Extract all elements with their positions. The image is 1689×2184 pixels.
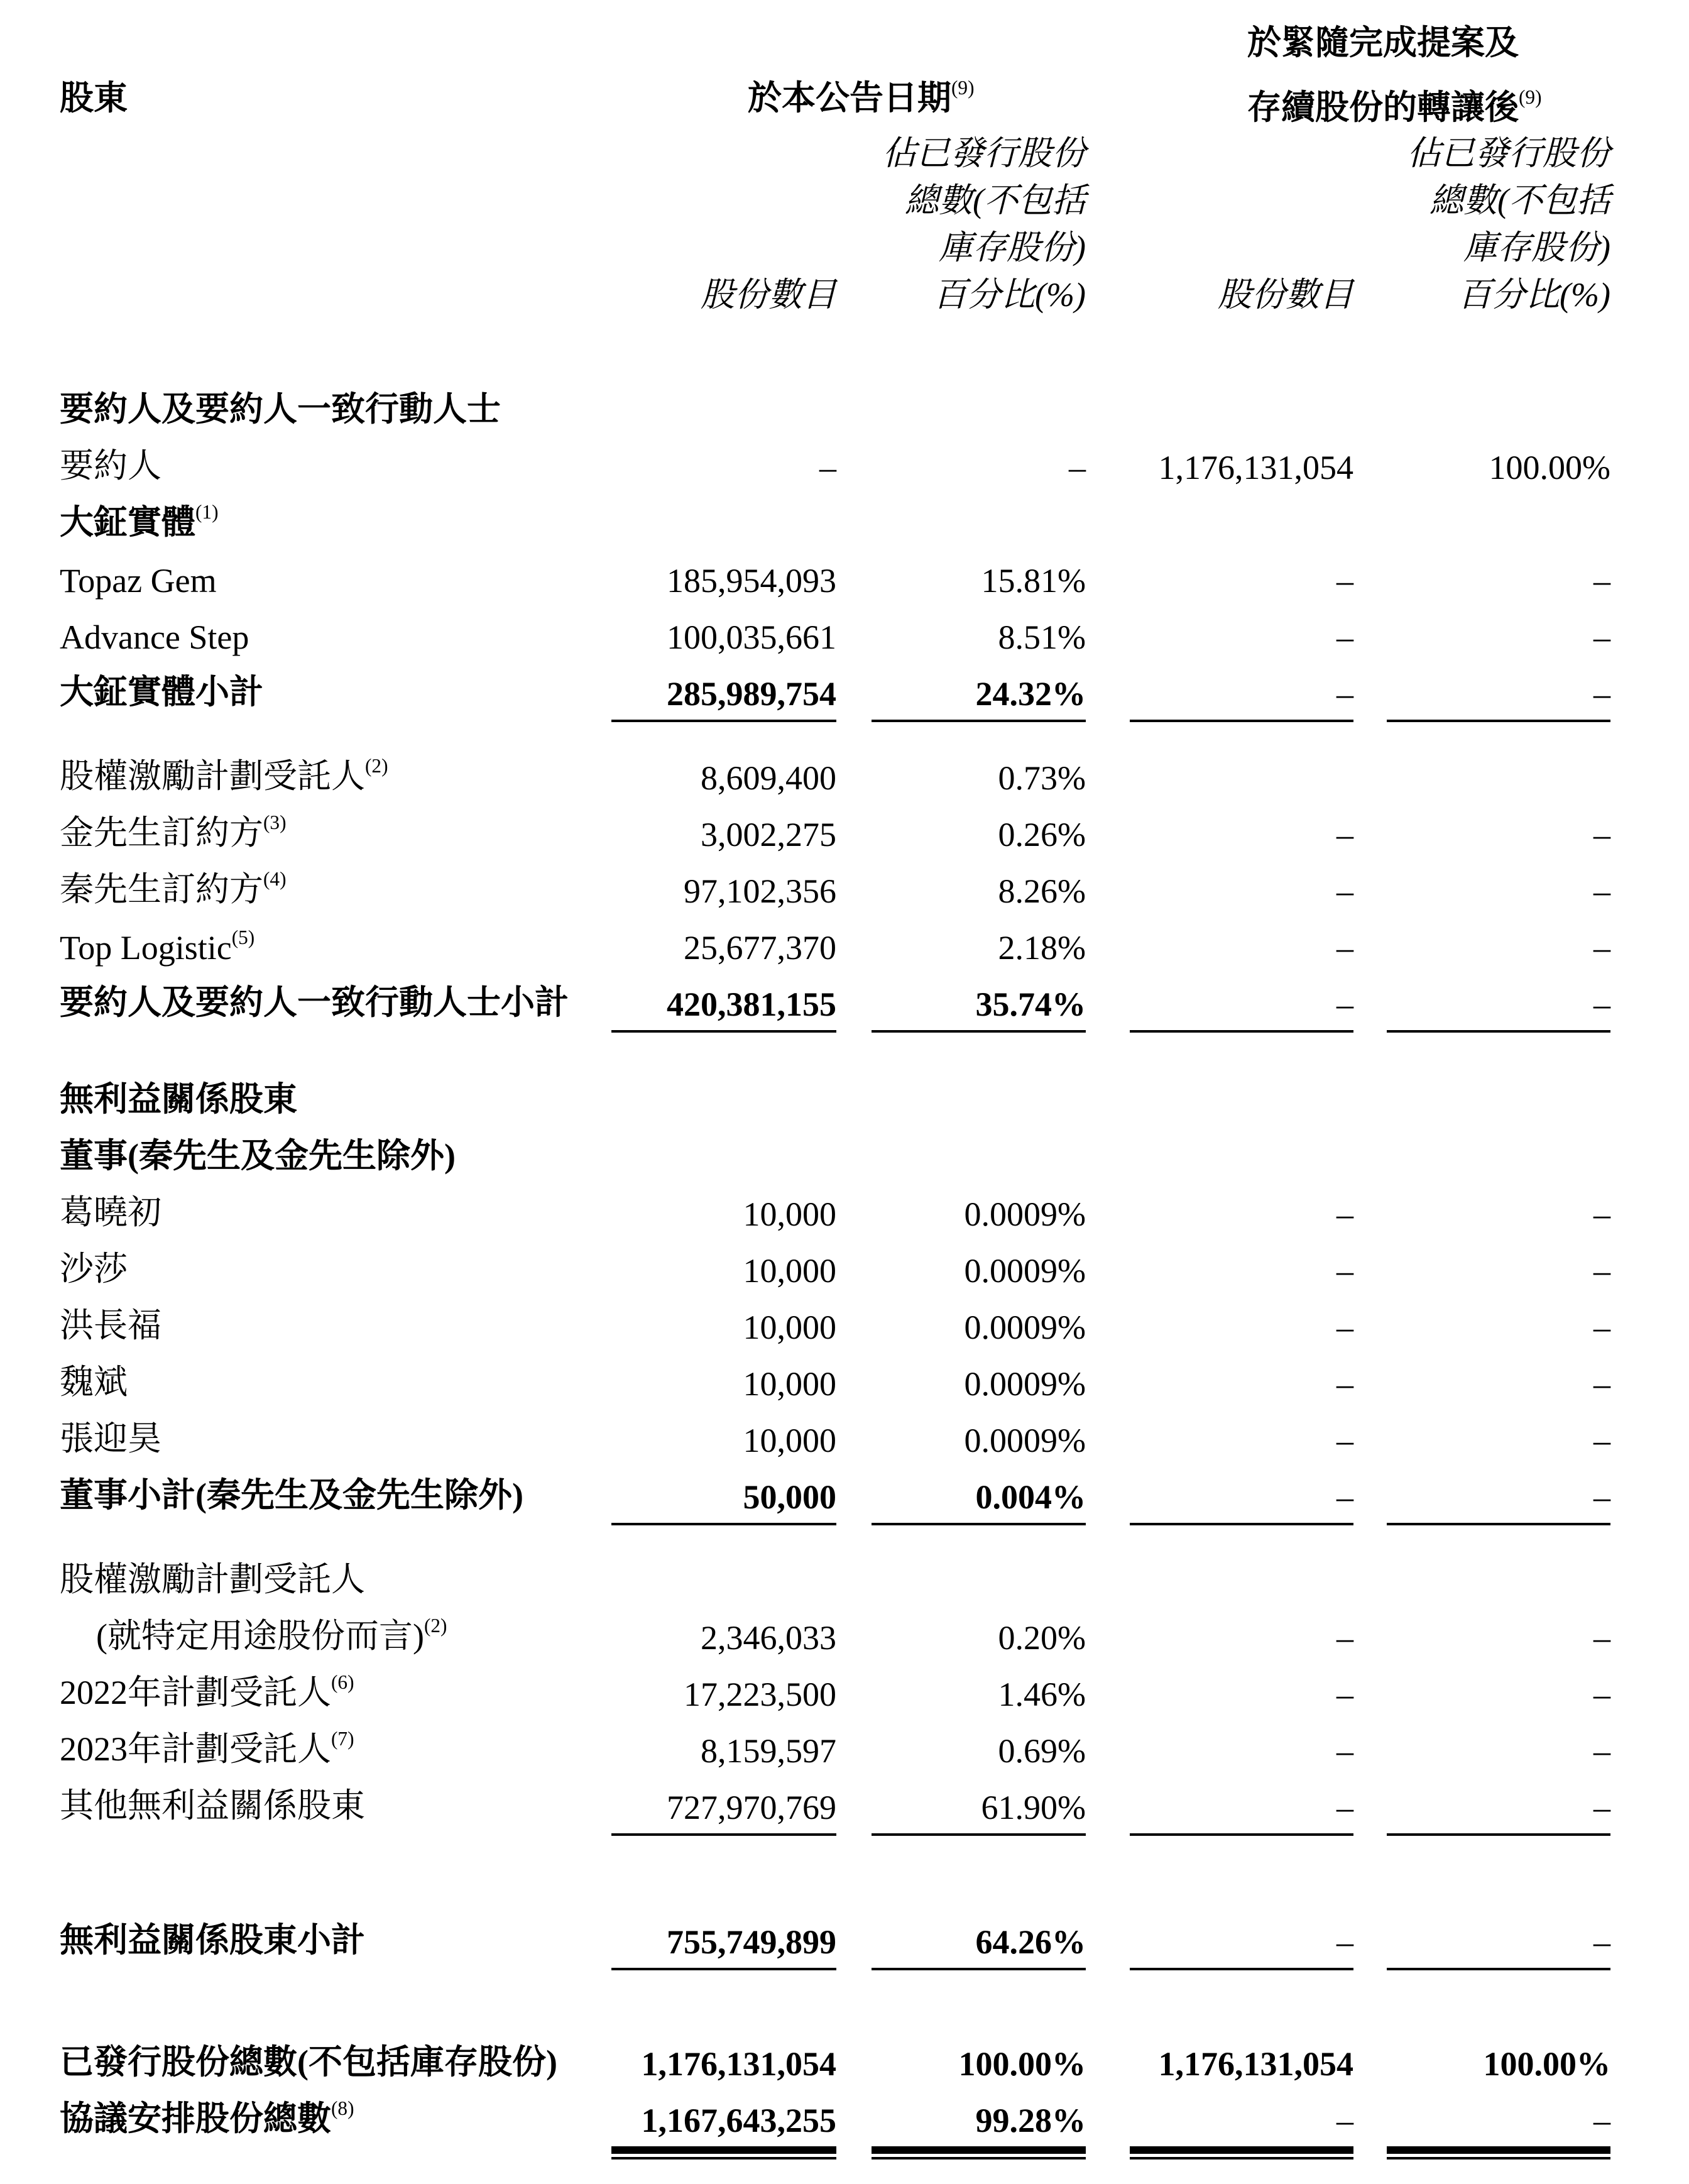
cell-c5: –: [1593, 618, 1610, 656]
cell-c2: [611, 1968, 836, 1970]
cell-c3: [872, 1523, 1086, 1525]
row-label: [60, 749, 611, 798]
row-label: [60, 1129, 611, 1177]
footnote-ref: (2): [365, 755, 388, 777]
cell-c5: –: [1593, 816, 1610, 853]
cell-c2: 727,970,769: [667, 1789, 836, 1826]
row-label-text: 要約人及要約人一致行動人士小計: [60, 984, 569, 1021]
table-row: [60, 663, 1610, 720]
footnote-ref: (5): [231, 926, 255, 949]
double-rule: [1130, 2146, 1353, 2159]
footnote-ref: (3): [263, 811, 287, 834]
cell-c4: 1,176,131,054: [1158, 2045, 1353, 2083]
subheader-row: [60, 128, 1610, 175]
cell-c5: 100.00%: [1489, 449, 1610, 486]
row-label-text: 協議安排股份總數: [60, 2100, 331, 2137]
cell-c2: 8,159,597: [701, 1732, 836, 1770]
row-label: [60, 618, 611, 657]
group2-title-line1: 於緊隨完成提案及: [1247, 24, 1519, 62]
single-rule-row: [60, 1968, 1610, 1995]
cell-c2: 97,102,356: [684, 872, 836, 910]
cell-c4: 1,176,131,054: [1158, 449, 1353, 486]
row-label-text: 大鉦實體: [60, 503, 195, 541]
cell-c5: [1387, 1523, 1610, 1525]
cell-c2: 285,989,754: [667, 675, 836, 713]
cell-c2: 25,677,370: [684, 929, 836, 967]
cell-c3: 0.0009%: [964, 1365, 1086, 1403]
row-label-text: 大鉦實體小計: [60, 673, 263, 711]
single-rule-row: [60, 1523, 1610, 1550]
section-row: [60, 380, 1610, 437]
cell-c5: [1387, 2146, 1610, 2159]
row-label-text: Top Logistic: [60, 929, 232, 967]
cell-c3: 24.32%: [975, 675, 1086, 713]
cell-c5: –: [1593, 1619, 1610, 1657]
group2-column-header: [1247, 16, 1542, 129]
subheader-cell-c3: 佔已發行股份: [882, 134, 1086, 172]
row-label-text: Advance Step: [60, 618, 249, 656]
cell-c3: [872, 2146, 1086, 2159]
row-label: [60, 1609, 611, 1657]
row-label: [60, 1412, 611, 1460]
row-label: [60, 1779, 611, 1827]
row-label: [60, 1913, 611, 1962]
cell-c4: –: [1336, 618, 1353, 656]
cell-c2: 1,167,643,255: [641, 2102, 836, 2139]
cell-c4: –: [1336, 1422, 1353, 1459]
cell-c4: –: [1336, 929, 1353, 967]
group1-column-header: [748, 71, 975, 119]
footnote-ref: (8): [331, 2097, 354, 2120]
subheader-row: [60, 269, 1610, 316]
row-label-text: 董事(秦先生及金先生除外): [60, 1137, 456, 1175]
footnote-ref: (4): [263, 868, 287, 891]
subheader-cell-c4: 股份數目: [1218, 276, 1353, 314]
subheader-cell-c5: 總數(不包括: [1429, 182, 1610, 219]
table-body: [60, 380, 1610, 2184]
table-row: [60, 437, 1610, 493]
table-row: [60, 1777, 1610, 1833]
row-label: [60, 2035, 611, 2083]
cell-c2: [611, 1833, 836, 1836]
subheader-cell-c5: 庫存股份): [1463, 229, 1610, 266]
table-row: [60, 1240, 1610, 1297]
cell-c5: –: [1593, 1789, 1610, 1826]
row-label: [60, 1072, 611, 1121]
row-label: [60, 806, 611, 854]
cell-c3: 99.28%: [975, 2102, 1086, 2139]
row-label: [60, 1242, 611, 1290]
table-row: [60, 1466, 1610, 1523]
cell-c3: 0.0009%: [964, 1195, 1086, 1233]
group2-title-line2-text: 存續股份的轉讓後: [1247, 89, 1519, 126]
cell-c4: –: [1336, 1252, 1353, 1290]
row-label-text: 金先生訂約方: [60, 814, 263, 852]
cell-c4: –: [1336, 1789, 1353, 1826]
cell-c4: –: [1336, 1365, 1353, 1403]
cell-c5: –: [1593, 929, 1610, 967]
cell-c5: 100.00%: [1483, 2045, 1610, 2083]
single-rule-row: [60, 1030, 1610, 1058]
cell-c2: 755,749,899: [667, 1923, 836, 1961]
cell-c5: [1387, 1968, 1610, 1970]
cell-c4: [1130, 1833, 1353, 1836]
cell-c5: –: [1593, 1676, 1610, 1713]
subheader-cell-c2: 股份數目: [701, 276, 836, 314]
cell-c5: –: [1593, 2102, 1610, 2139]
cell-c5: –: [1593, 675, 1610, 713]
cell-c3: 0.69%: [998, 1732, 1086, 1770]
subheader-cell-c5: 百分比(%): [1458, 276, 1610, 314]
table-row: [60, 860, 1610, 917]
cell-c4: –: [1336, 1619, 1353, 1657]
row-label-text: 沙莎: [60, 1250, 128, 1288]
row-label: [60, 495, 611, 544]
cell-c5: –: [1593, 985, 1610, 1023]
cell-c3: 8.26%: [998, 872, 1086, 910]
row-label-text: 無利益關係股東小計: [60, 1921, 365, 1959]
cell-c5: –: [1593, 1732, 1610, 1770]
cell-c2: 10,000: [743, 1195, 836, 1233]
row-label-text: 洪長福: [60, 1307, 161, 1344]
footnote-ref-9: (9): [1519, 86, 1542, 109]
subheader-cell-c3: 百分比(%): [933, 276, 1086, 314]
shareholder-column-header: 股東: [60, 79, 128, 117]
cell-c4: [1130, 1968, 1353, 1970]
cell-c4: –: [1336, 1309, 1353, 1346]
row-label: [60, 1665, 611, 1714]
row-label: [60, 1298, 611, 1347]
cell-c2: [611, 720, 836, 722]
row-label: [60, 975, 611, 1024]
cell-c2: –: [819, 449, 836, 486]
cell-c3: 8.51%: [998, 618, 1086, 656]
double-rule: [872, 2146, 1086, 2159]
double-rule: [611, 2146, 836, 2159]
subheader-row: [60, 222, 1610, 269]
cell-c3: 2.18%: [998, 929, 1086, 967]
row-label: [60, 862, 611, 911]
cell-c2: [611, 1030, 836, 1033]
column-subheaders: [60, 128, 1610, 316]
cell-c5: –: [1593, 1422, 1610, 1459]
cell-c5: [1387, 720, 1610, 722]
row-label-text: 葛曉初: [60, 1194, 161, 1231]
table-row: [60, 804, 1610, 860]
cell-c4: –: [1336, 1478, 1353, 1516]
table-row: [60, 1911, 1610, 1968]
row-label: [60, 928, 611, 967]
cell-c3: 0.004%: [975, 1478, 1086, 1516]
cell-c4: –: [1336, 2102, 1353, 2139]
cell-c5: –: [1593, 1309, 1610, 1346]
footnote-ref: (7): [331, 1728, 354, 1750]
cell-c4: –: [1336, 1732, 1353, 1770]
cell-c5: –: [1593, 1923, 1610, 1961]
row-label: [60, 2092, 611, 2140]
cell-c5: –: [1593, 1365, 1610, 1403]
double-rule: [1387, 2146, 1610, 2159]
table-row: [60, 2033, 1610, 2090]
row-label-text: 已發行股份總數(不包括庫存股份): [60, 2043, 557, 2081]
section-row: [60, 1070, 1610, 1127]
single-rule-row: [60, 720, 1610, 747]
cell-c4: –: [1336, 816, 1353, 853]
cell-c5: –: [1593, 562, 1610, 600]
table-row: [60, 1607, 1610, 1664]
row-label-text: 張迎昊: [60, 1420, 161, 1457]
cell-c5: –: [1593, 1195, 1610, 1233]
cell-c2: 10,000: [743, 1422, 836, 1459]
cell-c2: 100,035,661: [667, 618, 836, 656]
cell-c3: 1.46%: [998, 1676, 1086, 1713]
group2-title-line2: [1247, 80, 1542, 129]
cell-c4: –: [1336, 675, 1353, 713]
row-label: [60, 1185, 611, 1234]
cell-c3: 0.73%: [998, 759, 1086, 797]
cell-c2: 10,000: [743, 1365, 836, 1403]
subheader-row: [60, 175, 1610, 222]
row-label-text: 無利益關係股東: [60, 1080, 297, 1118]
cell-c4: [1130, 1030, 1353, 1033]
cell-c3: 15.81%: [981, 562, 1086, 600]
cell-c2: 3,002,275: [701, 816, 836, 853]
cell-c2: 185,954,093: [667, 562, 836, 600]
cell-c2: 8,609,400: [701, 759, 836, 797]
subheader-cell-c3: 庫存股份): [939, 229, 1086, 266]
row-label-text: 其他無利益關係股東: [60, 1787, 365, 1825]
cell-c4: [1130, 720, 1353, 722]
cell-c3: [872, 720, 1086, 722]
cell-c3: 0.0009%: [964, 1309, 1086, 1346]
cell-c5: –: [1593, 872, 1610, 910]
row-label-text: 要約人及要約人一致行動人士: [60, 390, 501, 428]
cell-c3: 64.26%: [975, 1923, 1086, 1961]
cell-c5: [1387, 1833, 1610, 1836]
row-label-text: Topaz Gem: [60, 562, 217, 600]
row-label: [60, 1722, 611, 1770]
row-label: [60, 665, 611, 713]
table-row: [60, 1297, 1610, 1353]
section-row: [60, 1127, 1610, 1183]
cell-c3: –: [1069, 449, 1086, 486]
cell-c3: [872, 1833, 1086, 1836]
row-label-text: 秦先生訂約方: [60, 870, 263, 908]
cell-c5: –: [1593, 1252, 1610, 1290]
cell-c4: [1130, 1523, 1353, 1525]
cell-c2: [611, 2146, 836, 2159]
row-label-text: 2022年計劃受託人: [60, 1674, 331, 1711]
double-rule-row: [60, 2146, 1610, 2184]
cell-c4: –: [1336, 872, 1353, 910]
cell-c5: –: [1593, 1478, 1610, 1516]
cell-c2: 2,346,033: [701, 1619, 836, 1657]
row-label-text: (就特定用途股份而言): [96, 1617, 424, 1655]
cell-c2: 17,223,500: [684, 1676, 836, 1713]
table-row: [60, 1183, 1610, 1240]
row-label: [60, 382, 611, 431]
cell-c2: 10,000: [743, 1252, 836, 1290]
cell-c3: 100.00%: [958, 2045, 1086, 2083]
row-label-text: 股權激勵計劃受託人: [60, 757, 365, 795]
footnote-ref-9: (9): [951, 77, 975, 99]
cell-c4: –: [1336, 1923, 1353, 1961]
table-row: [60, 606, 1610, 663]
table-row: [60, 550, 1610, 606]
section-row: [60, 493, 1610, 550]
table-row: [60, 747, 1610, 804]
single-rule-row: [60, 1833, 1610, 1861]
table-row: [60, 1353, 1610, 1410]
row-label-text: 魏斌: [60, 1363, 128, 1401]
subheader-cell-c3: 總數(不包括: [905, 182, 1086, 219]
cell-c4: [1130, 2146, 1353, 2159]
table-row: [60, 2090, 1610, 2146]
table-row: [60, 1720, 1610, 1777]
cell-c4: –: [1336, 985, 1353, 1023]
cell-c4: –: [1336, 1195, 1353, 1233]
cell-c2: 50,000: [743, 1478, 836, 1516]
cell-c2: 1,176,131,054: [641, 2045, 836, 2083]
row-label: [60, 1355, 611, 1403]
cell-c4: –: [1336, 1676, 1353, 1713]
table-row: [60, 1410, 1610, 1466]
row-label: [60, 561, 611, 600]
table-row: [60, 974, 1610, 1030]
cell-c4: –: [1336, 562, 1353, 600]
cell-c2: [611, 1523, 836, 1525]
footnote-ref: (6): [331, 1671, 354, 1694]
cell-c3: 0.0009%: [964, 1422, 1086, 1459]
row-label: [60, 1468, 611, 1517]
row-label: [60, 439, 611, 487]
cell-c5: [1387, 1030, 1610, 1033]
cell-c2: 10,000: [743, 1309, 836, 1346]
subheader-cell-c5: 佔已發行股份: [1407, 134, 1610, 172]
cell-c3: [872, 1968, 1086, 1970]
cell-c3: 61.90%: [981, 1789, 1086, 1826]
section-row: [60, 1550, 1610, 1607]
footnote-ref: (1): [195, 501, 219, 524]
cell-c3: [872, 1030, 1086, 1033]
row-label-text: 要約人: [60, 447, 161, 485]
row-label-text: 股權激勵計劃受託人: [60, 1561, 365, 1598]
cell-c2: 420,381,155: [667, 985, 836, 1023]
group1-title: 於本公告日期: [748, 79, 951, 117]
cell-c3: 0.0009%: [964, 1252, 1086, 1290]
cell-c3: 0.26%: [998, 816, 1086, 853]
row-label-text: 董事小計(秦先生及金先生除外): [60, 1476, 523, 1514]
table-header: [60, 9, 1610, 361]
row-label-text: 2023年計劃受託人: [60, 1730, 331, 1768]
footnote-ref: (2): [424, 1615, 447, 1637]
table-row: [60, 917, 1610, 974]
cell-c3: 0.20%: [998, 1619, 1086, 1657]
cell-c3: 35.74%: [975, 985, 1086, 1023]
table-row: [60, 1664, 1610, 1720]
row-label: [60, 1552, 611, 1601]
